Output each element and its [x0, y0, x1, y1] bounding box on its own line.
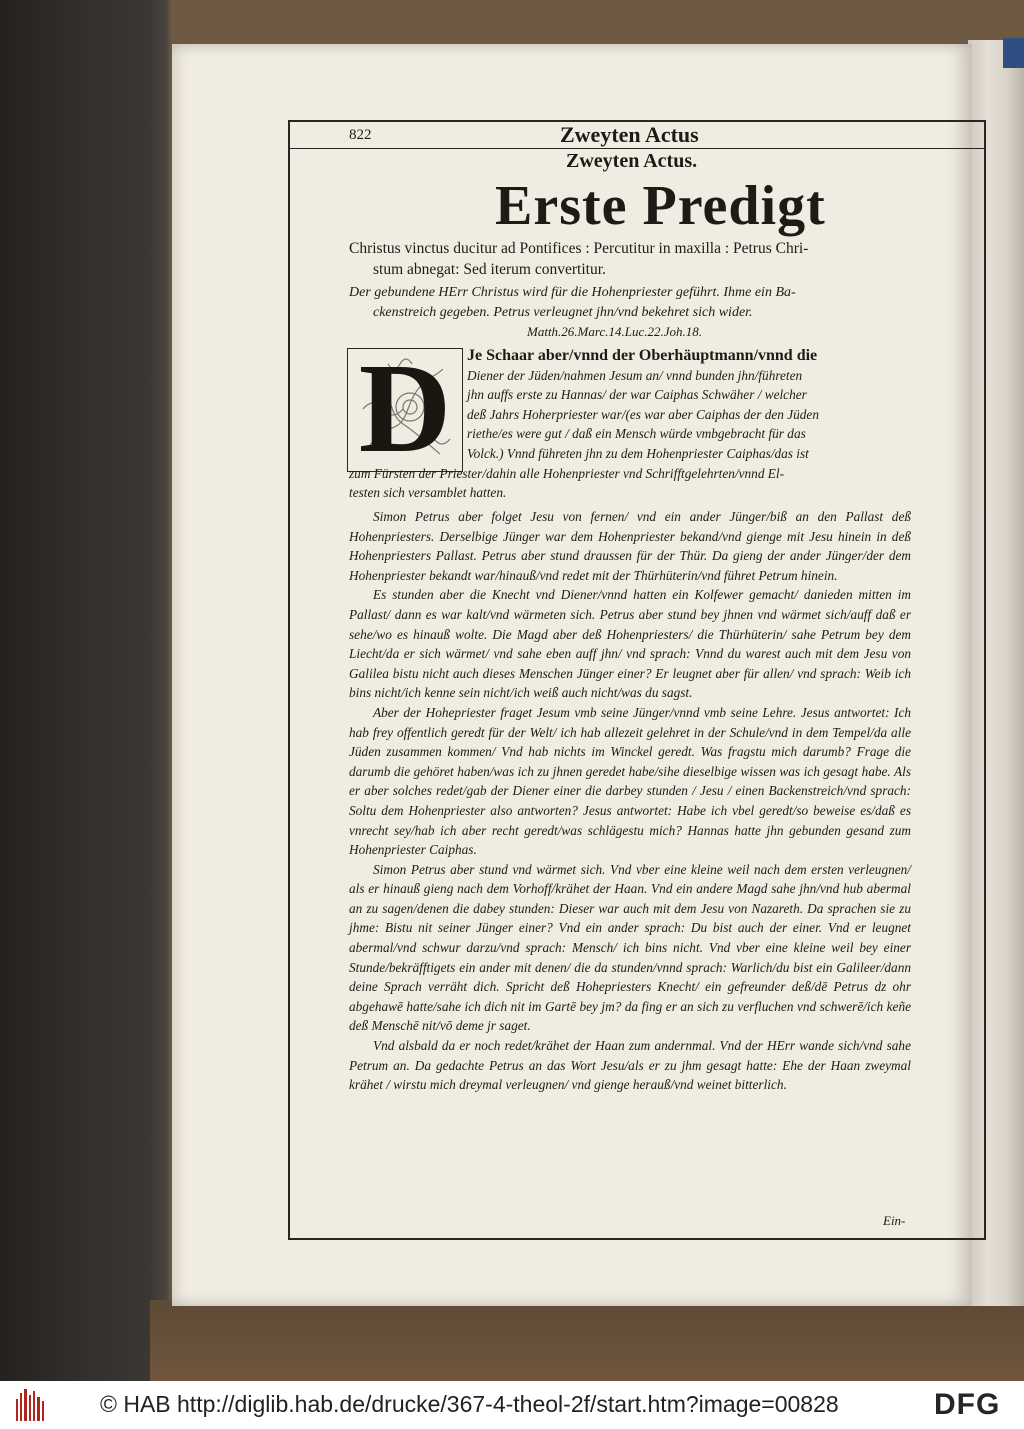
body-paragraph: Simon Petrus aber stund vnd wärmet sich. Vnd vber eine kleine weil nach dem ersten verleugnen/ als er hinauß gieng nach dem Vorhoff/krähet der Haan. Vnd ein andere Magd sahe jhn/vnd hub abermal an zu sagen/denen die dabey stunden: Dieser war auch mit dem Jesu von Nazareth. Da sprachen sie zu jhme: Bistu nit seiner Jünger einer? Vnd ein ander sprach: Du bist auch der einer. Vnd er leugnet abermal/vnd schwur darzu/vnd sprach: Mensch/ ich bins nicht. Vnd vber eine kleine weil bey einer Stunde/bekräfftigets ein ander mit denen/ die da stunden/vnnd sprach: Warlich/du bist ein Galileer/dann deine Sprach verräht dich. Spricht deß Hohepriesters Knecht/ ein gefreunder deß/dē Petrus dz ohr abgehawē hatte/sahe ich dich nit im Gartē bey jm? da fing er an sich zu verfluchen vnd schwerē/ich keñe deß Menschē nit/vō deme jr saget. [349, 861, 911, 1034]
german-summary-line: Der gebundene HErr Christus wird für die Hohenpriester geführt. Ihme ein Ba- [349, 285, 796, 300]
opening-paragraph [349, 346, 911, 503]
opening-line: Volck.) Vnnd führeten jhn zu dem Hohenpriester Caiphas/das ist [467, 445, 809, 461]
scripture-references: Matth.26.Marc.14.Luc.22.Joh.18. [527, 324, 702, 339]
body-paragraph: Aber der Hohepriester fraget Jesum vmb seine Jünger/vnnd vmb seine Lehre. Jesus antwortet: Ich hab frey offentlich geredt für der Welt/ ich hab allezeit gelehret in der Schule/vnd in dem Tempel/da alle Jüden zusammen kommen/ Vnd hab nichts im Winckel geredt. Was fragstu mich darumb? Frage die darumb die gehöret haben/was ich zu jhnen geredet habe/sihe dieselbige wissen was ich gesagt habe. Als er aber solches redet/gab der Diener einer die darbey stunden / Jesu / einen Backenstreich/vnd sprach: Soltu dem Hohenpriester also antworten? Jesus antwortet: Habe ich vbel geredt/so beweise es/daß es vnrecht sey/hab ich aber recht geredt/was schlägestu mich? Hannas hatte jhn gebunden gesand zum Hohenpriester Caiphas. [349, 704, 911, 858]
catchword: Ein- [883, 1213, 906, 1228]
opening-first-line: Je Schaar aber/vnnd der Oberhäuptmann/vnnd die [467, 347, 818, 364]
dfg-logo: DFG [934, 1388, 1001, 1421]
running-head: Zweyten Actus [560, 122, 699, 147]
body-column [349, 507, 911, 1095]
opening-line: testen sich versamblet hatten. [349, 485, 507, 501]
opening-line: Diener der Jüden/nahmen Jesum an/ vnnd bunden jhn/führeten [467, 367, 803, 383]
footer-bar [0, 1381, 1024, 1429]
page-number: 822 [349, 127, 372, 143]
opening-line: riethe/es were gut / daß ein Mensch würde vmbgebracht für das [467, 426, 806, 442]
sermon-title: Erste Predigt [495, 175, 826, 237]
copyright-link[interactable]: © HAB http://diglib.hab.de/drucke/367-4-theol-2f/start.htm?image=00828 [100, 1391, 839, 1417]
body-paragraph: Vnd alsbald da er noch redet/krähet der Haan zum andernmal. Vnd der HErr wande sich/vnd sahe Petrum an. Da gedachte Petrus an das Wort Jesu/als er zu jhm gesagt hatte: Ehe der Haan zweymal krähet / wirstu mich dreymal verleugnen/ vnd gienge herauß/vnd weinet bitterlich. [349, 1038, 911, 1093]
german-summary [349, 283, 911, 323]
opening-line: deß Jahrs Hoherpriester war/(es war aber Caiphas der den Jüden [467, 406, 819, 422]
latin-summary-line: Christus vinctus ducitur ad Pontifices : Percutitur in maxilla : Petrus Chri- [349, 240, 809, 257]
body-paragraph: Simon Petrus aber folget Jesu von fernen/ vnd ein ander Jünger/biß an den Pallast deß Hohenpriesters. Derselbige Jünger war dem Hohenpriester bekand/vnd gienge mit Jesu hinein in deß Hohenpriesters Pallast. Petrus aber stund draussen für der Thür. Da gieng der ander Jünger/der dem Hohenpriester bekandt war/hinauß/vnd redet mit der Thürhüterin/vnd führet Petrum hinein. [349, 509, 911, 583]
german-summary-line: ckenstreich gegeben. Petrus verleugnet jhn/vnd bekehret sich wider. [373, 305, 753, 320]
blue-bookmark-tab [1003, 38, 1024, 68]
latin-summary [349, 238, 911, 280]
book-cover-edge [150, 1300, 1024, 1381]
barcode-icon [16, 1389, 46, 1421]
opening-line: zum Fürsten der Priester/dahin alle Hohenpriester vnd Schrifftgelehrten/vnnd El- [349, 465, 785, 481]
section-subhead: Zweyten Actus. [566, 150, 698, 172]
opening-line: jhn auffs erste zu Hannas/ der war Caiphas Schwäher / welcher [467, 387, 807, 403]
header-rule [290, 148, 984, 149]
body-paragraph: Es stunden aber die Knecht vnd Diener/vnnd hatten ein Kolfewer gemacht/ danieden mitten im Pallast/ dann es war kalt/vnd wärmeten sich. Petrus aber stund bey jhnen vnd wärmet sich/auff daß er sehe/wo es hinauß wolte. Die Magd aber deß Hohenpriesters/ die Thürhüterin/ sahe Petrum bey dem Liecht/da er sich wärmet/ vnd sahe eben auff jhn/ vnd sprach: Vnnd du warest auch mit dem Jesu von Galilea bistu nicht auch dieses Menschen Jünger einer? Er leugnet aber für allen/ vnd sprach: Weib ich bins nicht/ich kenne sein nicht/ich weiß auch nicht/was du sagst. [349, 587, 911, 701]
latin-summary-line: stum abnegat: Sed iterum convertitur. [373, 261, 606, 278]
drop-cap-letter: D [358, 348, 452, 472]
